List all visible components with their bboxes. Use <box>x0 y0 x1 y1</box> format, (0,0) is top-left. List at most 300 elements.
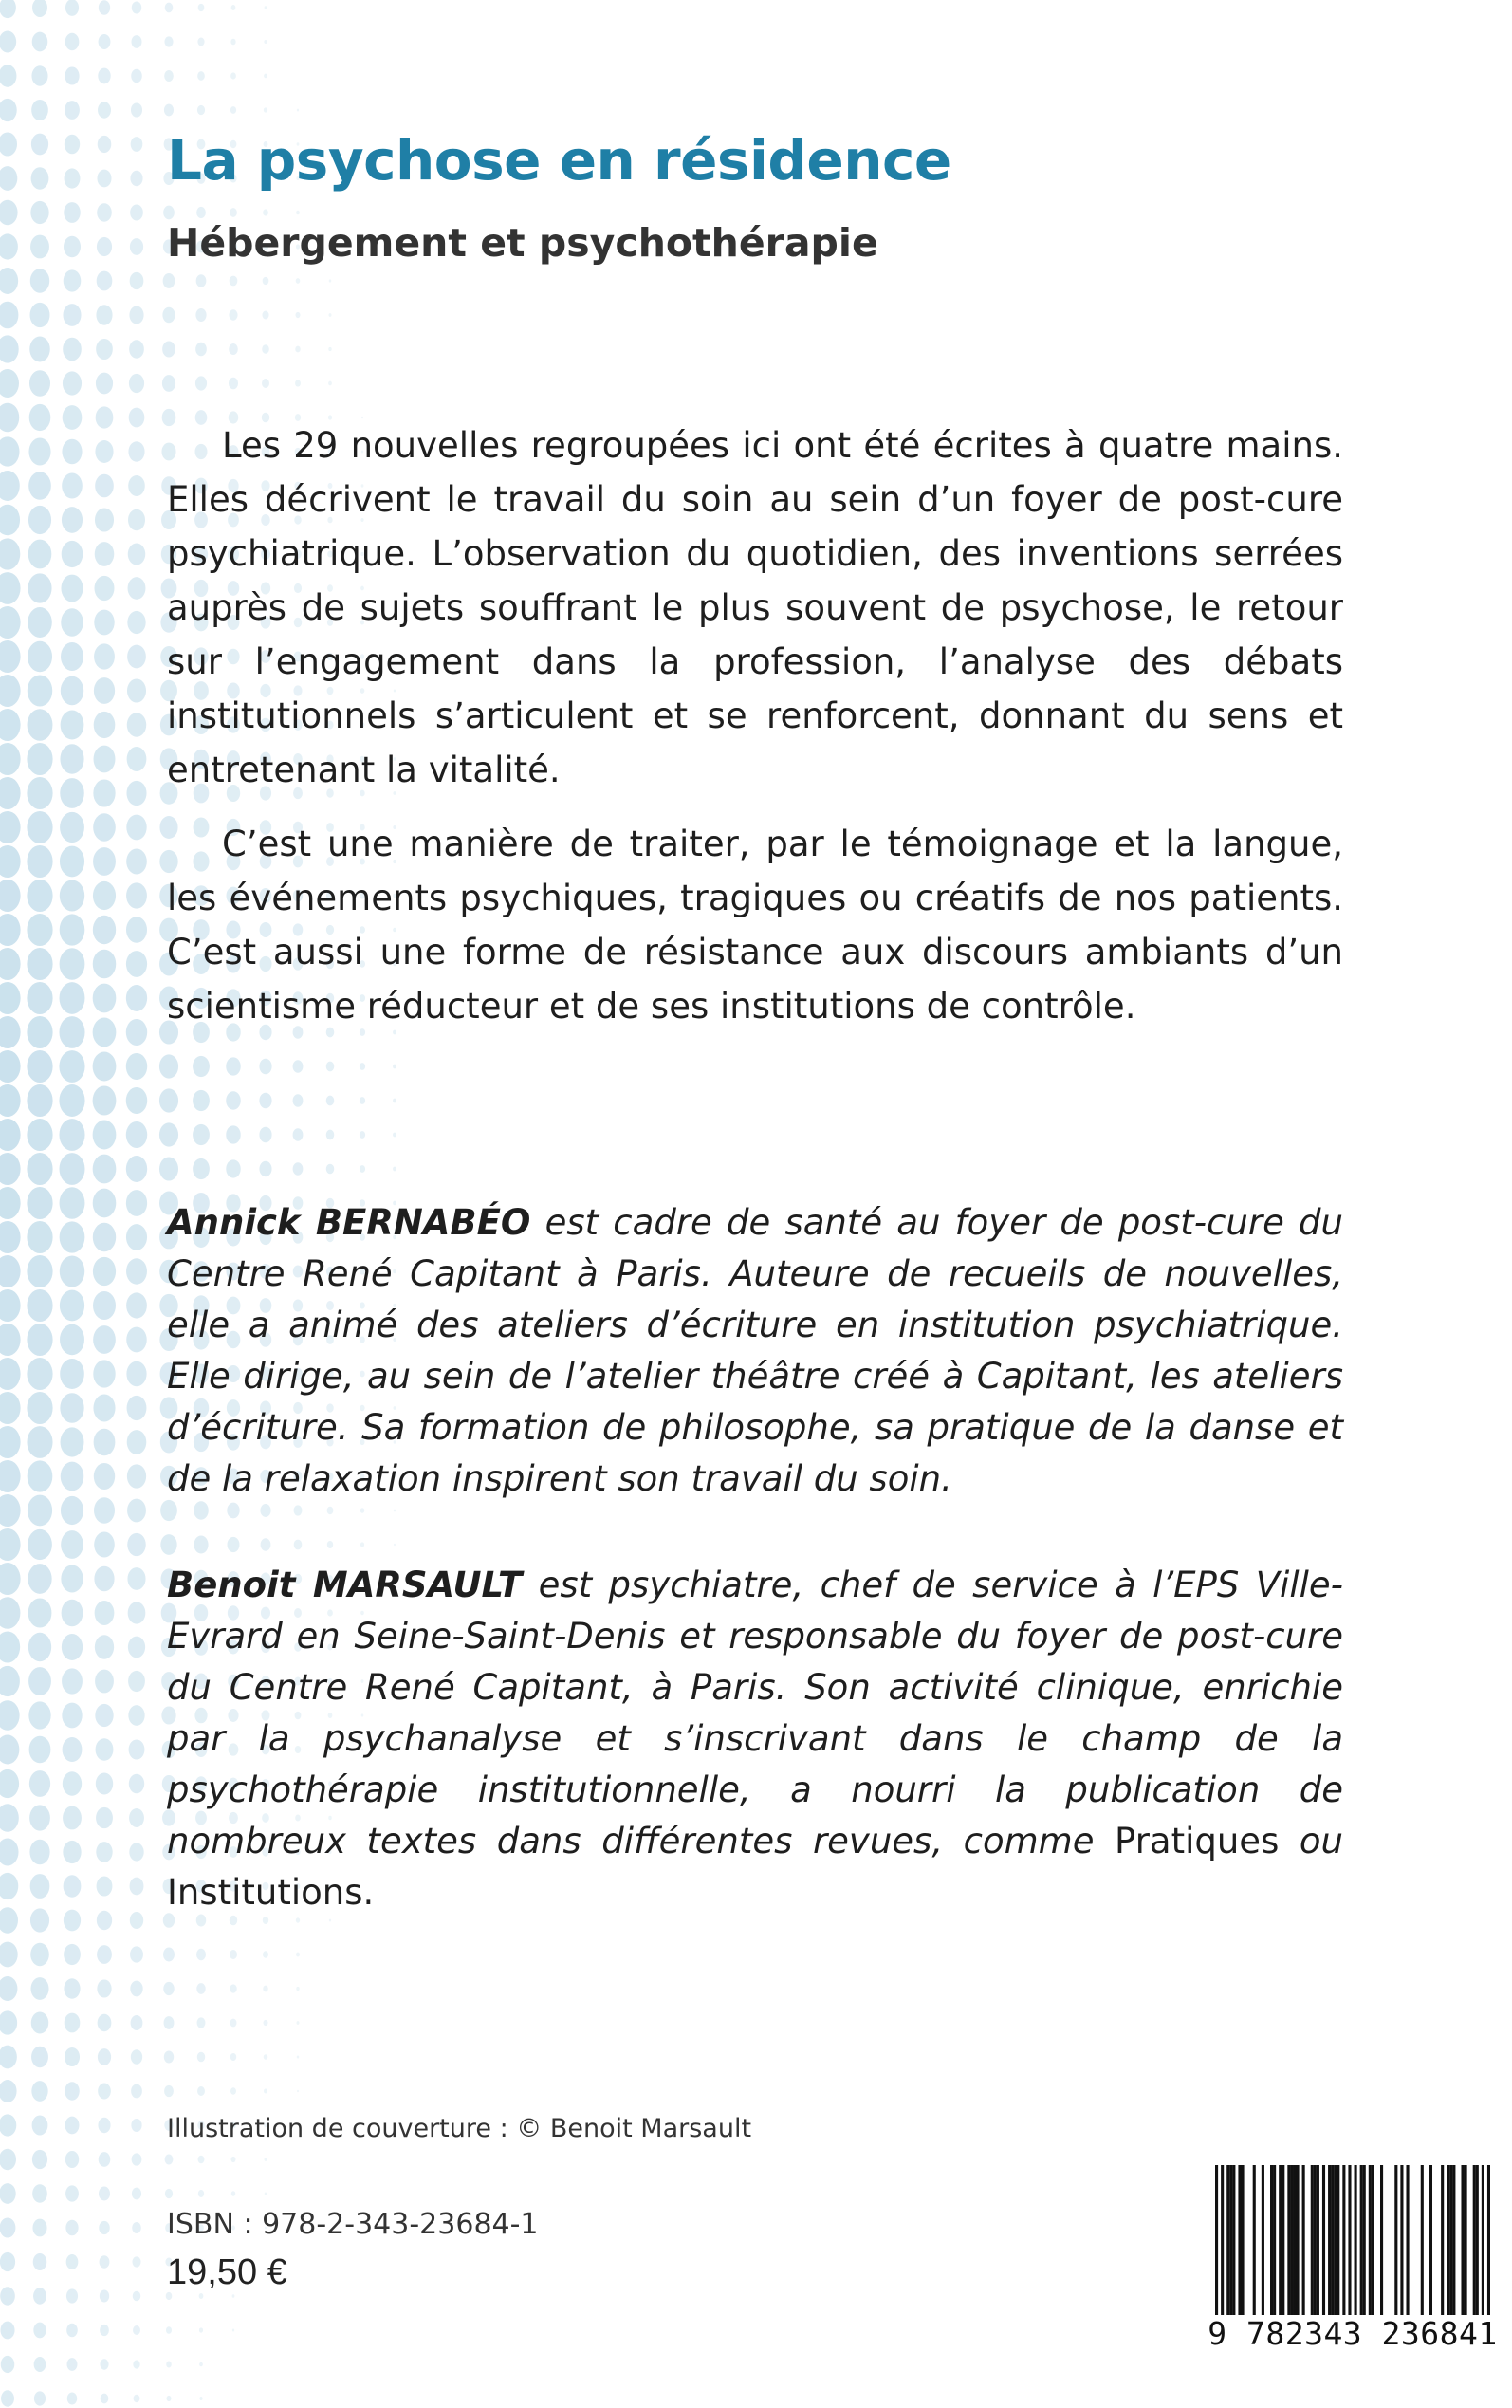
decorative-dot <box>27 1187 52 1219</box>
decorative-dot <box>62 439 82 464</box>
decorative-dot <box>360 1165 365 1173</box>
decorative-dot <box>0 1324 21 1356</box>
decorative-dot <box>96 339 113 360</box>
decorative-dot <box>27 948 52 980</box>
decorative-dot <box>127 1533 145 1556</box>
decorative-dot <box>262 311 268 320</box>
decorative-dot <box>167 2396 172 2401</box>
barcode-bar <box>1229 2165 1232 2315</box>
decorative-dot <box>264 2020 268 2026</box>
author-bio-1 <box>167 1197 1343 1505</box>
decorative-dot <box>100 2255 110 2269</box>
decorative-dot <box>329 1919 331 1922</box>
decorative-dot <box>232 2294 235 2298</box>
decorative-dot <box>0 1153 21 1185</box>
decorative-dot <box>129 306 143 324</box>
decorative-dot <box>126 815 146 841</box>
decorative-dot <box>100 2290 109 2303</box>
decorative-dot <box>29 1770 50 1797</box>
decorative-dot <box>126 1053 147 1080</box>
decorative-dot <box>97 1911 112 1930</box>
barcode-digits: 9 782343 236841 <box>1208 2315 1498 2352</box>
decorative-dot <box>101 2394 109 2404</box>
decorative-dot <box>232 2329 234 2332</box>
decorative-dot <box>133 2360 139 2368</box>
decorative-dot <box>93 950 116 979</box>
decorative-dot <box>0 1221 21 1253</box>
decorative-dot <box>30 1977 48 2000</box>
decorative-dot <box>132 2222 141 2233</box>
decorative-dot <box>95 1670 114 1694</box>
decorative-dot <box>96 1738 114 1761</box>
decorative-dot <box>259 1161 271 1176</box>
decorative-dot <box>99 34 111 49</box>
decorative-dot <box>64 1978 80 1998</box>
decorative-dot <box>159 1157 178 1180</box>
author-bio-2 <box>167 1560 1343 1918</box>
barcode-bar <box>1394 2165 1397 2315</box>
decorative-dot <box>33 2288 46 2304</box>
decorative-dot <box>29 404 51 431</box>
decorative-dot <box>165 3 174 13</box>
decorative-dot <box>27 1050 52 1083</box>
decorative-dot <box>199 2362 203 2367</box>
decorative-dot <box>130 1946 143 1962</box>
decorative-dot <box>195 376 207 390</box>
decorative-dot <box>193 1158 210 1179</box>
decorative-dot <box>0 2046 17 2069</box>
decorative-dot <box>163 1948 175 1962</box>
decorative-dot <box>163 206 175 220</box>
decorative-dot <box>0 436 20 466</box>
decorative-dot <box>126 985 147 1011</box>
summary-paragraph-2: C’est une manière de traiter, par le témoignage et la langue, les événements psychiques, tragiques ou créatifs de nos patients. C’est aussi une forme de résistance aux discours ambiants d’un scientisme réducteur et de ses institutions de contrôle. <box>167 824 1343 1027</box>
decorative-dot <box>0 1084 21 1117</box>
decorative-dot <box>98 2048 111 2065</box>
decorative-dot <box>262 344 269 353</box>
decorative-dot <box>0 1735 19 1765</box>
decorative-dot <box>27 982 52 1014</box>
decorative-dot <box>93 779 115 806</box>
decorative-dot <box>0 777 21 809</box>
barcode-bar <box>1342 2165 1345 2315</box>
decorative-dot <box>61 575 83 602</box>
decorative-dot <box>0 1632 20 1663</box>
conjunction-text: ou <box>1299 1821 1343 1862</box>
decorative-dot <box>132 35 142 48</box>
decorative-dot <box>97 271 113 291</box>
decorative-dot <box>93 1325 116 1354</box>
decorative-dot <box>60 1221 85 1252</box>
barcode-bar <box>1282 2165 1284 2315</box>
decorative-dot <box>230 72 236 79</box>
decorative-dot <box>259 1093 271 1108</box>
decorative-dot <box>27 914 52 946</box>
author-name-1: Annick BERNABÉO <box>167 1202 531 1243</box>
decorative-dot <box>0 1289 21 1322</box>
decorative-dot <box>32 2184 47 2203</box>
decorative-dot <box>94 746 116 773</box>
decorative-dot <box>0 2217 15 2237</box>
decorative-dot <box>65 135 80 154</box>
decorative-dot <box>195 308 206 322</box>
decorative-dot <box>197 2086 205 2096</box>
decorative-dot <box>60 880 84 912</box>
decorative-dot <box>1 2390 14 2406</box>
decorative-dot <box>133 2291 140 2302</box>
decorative-dot <box>27 1392 52 1424</box>
decorative-dot <box>96 1807 113 1828</box>
decorative-dot <box>28 607 52 638</box>
decorative-dot <box>229 309 237 320</box>
decorative-dot <box>59 1016 84 1048</box>
decorative-dot <box>64 1910 81 1932</box>
decorative-dot <box>97 1945 112 1964</box>
decorative-dot <box>295 346 300 353</box>
decorative-dot <box>28 540 52 569</box>
decorative-dot <box>263 1986 267 1992</box>
decorative-dot <box>93 1395 115 1422</box>
decorative-dot <box>96 1842 112 1862</box>
decorative-dot <box>28 1495 52 1527</box>
decorative-dot <box>0 369 19 398</box>
decorative-dot <box>32 2219 46 2237</box>
journal-title-1: Pratiques <box>1115 1821 1280 1862</box>
decorative-dot <box>264 74 267 79</box>
book-title: La psychose en résidence <box>167 128 951 193</box>
decorative-dot <box>164 70 174 82</box>
bio-end-punctuation: . <box>362 1872 375 1913</box>
price-text: 19,50 € <box>167 2252 287 2292</box>
decorative-dot <box>127 713 146 737</box>
decorative-dot <box>128 1705 144 1726</box>
decorative-dot <box>28 1460 53 1491</box>
decorative-dot <box>61 1496 83 1525</box>
decorative-dot <box>27 1153 52 1185</box>
decorative-dot <box>63 1841 81 1863</box>
decorative-dot <box>97 1979 111 1997</box>
decorative-dot <box>93 1291 116 1320</box>
decorative-dot <box>64 269 82 291</box>
decorative-dot <box>0 200 18 225</box>
summary-paragraph-1: Les 29 nouvelles regroupées ici ont été écrites à quatre mains. Elles décrivent le travail du soin au sein d’un foyer de post-cure psychiatrique. L’observation du quotidien, des inventions serrées auprès de sujets souffrant le plus souvent de psychose, le retour sur l’engagement dans la profession, l’analyse des débats institutionnels s’articulent et se renforcent, donnant du sens et entretenant la vitalité. <box>167 425 1343 790</box>
decorative-dot <box>196 207 206 218</box>
decorative-dot <box>129 340 144 359</box>
decorative-dot <box>326 1130 335 1140</box>
decorative-dot <box>98 68 110 84</box>
decorative-dot <box>129 408 145 428</box>
decorative-dot <box>126 1224 147 1250</box>
decorative-dot <box>126 882 147 908</box>
barcode-bar <box>1441 2165 1444 2315</box>
decorative-dot <box>129 1739 145 1759</box>
decorative-dot <box>326 1164 334 1175</box>
decorative-dot <box>27 1324 52 1356</box>
decorative-dot <box>327 1541 333 1548</box>
decorative-dot <box>61 1427 84 1456</box>
decorative-dot <box>230 2053 236 2061</box>
decorative-dot <box>195 343 207 357</box>
decorative-dot <box>126 1327 146 1353</box>
decorative-dot <box>29 1805 50 1830</box>
decorative-dot <box>227 1537 239 1552</box>
decorative-dot <box>128 1671 145 1692</box>
barcode-bar <box>1273 2165 1276 2315</box>
decorative-dot <box>297 2021 300 2025</box>
decorative-dot <box>27 1016 52 1048</box>
decorative-dot <box>64 1944 81 1965</box>
decorative-dot <box>132 2153 142 2165</box>
barcode-bar <box>1473 2165 1476 2315</box>
barcode-bar <box>1311 2165 1314 2315</box>
decorative-dot <box>94 1531 115 1557</box>
decorative-dot <box>293 1128 304 1141</box>
decorative-dot <box>126 1292 147 1318</box>
decorative-dot <box>0 538 20 569</box>
decorative-dot <box>0 166 17 191</box>
decorative-dot <box>27 1426 52 1458</box>
decorative-dot <box>93 1121 117 1150</box>
barcode-bar <box>1232 2165 1235 2315</box>
decorative-dot <box>61 1462 84 1491</box>
decorative-dot <box>65 168 81 188</box>
decorative-dot <box>31 134 48 156</box>
decorative-dot <box>126 1190 147 1216</box>
decorative-dot <box>99 2186 110 2200</box>
decorative-dot <box>99 0 110 14</box>
decorative-dot <box>0 1426 21 1458</box>
decorative-dot <box>196 1949 206 1960</box>
decorative-dot <box>198 2190 204 2197</box>
decorative-dot <box>63 338 82 361</box>
decorative-dot <box>62 507 83 533</box>
decorative-dot <box>65 2047 80 2066</box>
decorative-dot <box>296 1987 299 1991</box>
decorative-dot <box>160 1534 176 1555</box>
decorative-dot <box>0 99 17 121</box>
illustration-credit: Illustration de couverture : © Benoit Marsault <box>167 2114 752 2143</box>
decorative-dot <box>62 1634 83 1660</box>
barcode-bar <box>1421 2165 1424 2315</box>
decorative-dot <box>0 1016 21 1048</box>
decorative-dot <box>93 984 117 1013</box>
decorative-dot <box>28 1598 52 1627</box>
decorative-dot <box>95 1601 115 1625</box>
decorative-dot <box>98 2014 112 2031</box>
decorative-dot <box>264 40 267 44</box>
decorative-dot <box>98 136 112 153</box>
decorative-dot <box>128 1602 146 1623</box>
decorative-dot <box>65 66 79 84</box>
decorative-dot <box>226 1125 240 1143</box>
decorative-dot <box>0 1839 19 1866</box>
decorative-dot <box>229 343 238 355</box>
barcode-bars <box>1215 2165 1490 2315</box>
decorative-dot <box>93 1223 116 1252</box>
barcode-bar <box>1337 2165 1339 2315</box>
barcode-bar <box>1380 2165 1383 2315</box>
decorative-dot <box>196 1983 205 1994</box>
decorative-dot <box>27 1289 52 1322</box>
decorative-dot <box>295 380 301 386</box>
decorative-dot <box>230 1950 237 1959</box>
decorative-dot <box>59 1084 84 1117</box>
decorative-dot <box>0 743 21 775</box>
decorative-dot <box>34 2391 46 2405</box>
decorative-dot <box>66 2288 78 2303</box>
barcode-bar <box>1452 2165 1455 2315</box>
barcode-bar <box>1279 2165 1282 2315</box>
decorative-dot <box>27 880 52 912</box>
decorative-dot <box>30 201 48 224</box>
decorative-dot <box>164 104 174 117</box>
decorative-dot <box>31 2081 47 2102</box>
decorative-dot <box>264 2089 267 2094</box>
decorative-dot <box>132 2256 140 2267</box>
decorative-dot <box>360 1097 365 1104</box>
decorative-dot <box>131 137 143 152</box>
journal-title-2: Institutions <box>167 1872 363 1913</box>
decorative-dot <box>197 105 205 115</box>
decorative-dot <box>93 1052 117 1082</box>
decorative-dot <box>394 1544 396 1546</box>
decorative-dot <box>259 1059 271 1074</box>
decorative-dot <box>65 0 79 16</box>
author-bio-1-text: est cadre de santé au foyer de post-cure du Centre René Capitant à Paris. Auteure de recueils de nouvelles, elle a animé des ateliers d’écriture en institution psychiatrique. Elle dirige, au sein de l’atelier théâtre créé à Capitant, les ateliers d’écriture. Sa formation de philosophe, sa pratique de la danse et de la relaxation inspirent son travail du soin. <box>167 1202 1343 1499</box>
decorative-dot <box>0 606 21 639</box>
decorative-dot <box>199 2327 203 2332</box>
decorative-dot <box>0 1597 20 1629</box>
decorative-dot <box>94 712 116 738</box>
decorative-dot <box>131 2084 142 2099</box>
decorative-dot <box>30 303 50 327</box>
barcode-bar <box>1293 2165 1296 2315</box>
decorative-dot <box>60 1255 84 1287</box>
decorative-dot <box>60 1187 85 1219</box>
decorative-dot <box>60 1153 85 1185</box>
decorative-dot <box>0 302 18 329</box>
decorative-dot <box>329 279 332 282</box>
decorative-dot <box>30 1943 49 1966</box>
decorative-dot <box>28 641 52 673</box>
decorative-dot <box>93 1360 115 1387</box>
decorative-dot <box>360 1542 364 1547</box>
decorative-dot <box>98 2118 110 2133</box>
decorative-dot <box>93 1155 117 1184</box>
barcode-bar <box>1461 2165 1464 2315</box>
barcode-bar <box>1238 2165 1241 2315</box>
decorative-dot <box>326 1062 335 1072</box>
decorative-dot <box>93 881 116 910</box>
decorative-dot <box>63 304 81 326</box>
decorative-dot <box>130 1981 142 1997</box>
decorative-dot <box>31 100 48 120</box>
decorative-dot <box>126 1156 147 1182</box>
barcode-bar <box>1215 2165 1218 2315</box>
decorative-dot <box>0 2183 16 2204</box>
decorative-dot <box>64 236 81 258</box>
decorative-dot <box>197 2017 206 2028</box>
decorative-dot <box>0 948 21 980</box>
barcode-bar <box>1429 2165 1432 2315</box>
decorative-dot <box>166 2292 173 2300</box>
decorative-dot <box>98 102 111 118</box>
decorative-dot <box>131 102 142 117</box>
decorative-dot <box>62 541 83 567</box>
decorative-dot <box>62 472 83 498</box>
decorative-dot <box>263 1951 268 1957</box>
decorative-dot <box>0 1563 21 1595</box>
barcode-bar <box>1482 2165 1484 2315</box>
decorative-dot <box>100 2325 109 2336</box>
decorative-dot <box>127 611 145 634</box>
decorative-dot <box>226 1091 241 1109</box>
decorative-dot <box>197 71 205 81</box>
decorative-dot <box>326 1096 335 1106</box>
decorative-dot <box>0 1358 21 1390</box>
decorative-dot <box>196 274 207 287</box>
decorative-dot <box>265 2158 267 2161</box>
decorative-dot <box>0 2010 17 2034</box>
decorative-dot <box>360 1508 364 1513</box>
decorative-dot <box>127 1567 145 1590</box>
decorative-dot <box>0 65 16 87</box>
decorative-dot <box>99 2152 111 2167</box>
decorative-dot <box>231 5 236 10</box>
decorative-dot <box>197 38 204 46</box>
decorative-dot <box>28 675 52 706</box>
decorative-dot <box>134 2395 140 2403</box>
decorative-dot <box>63 405 83 430</box>
decorative-dot <box>27 777 52 809</box>
decorative-dot <box>127 1499 146 1523</box>
barcode-bar <box>1317 2165 1319 2315</box>
decorative-dot <box>131 2119 141 2132</box>
decorative-dot <box>0 268 18 294</box>
barcode-bar <box>1322 2165 1325 2315</box>
decorative-dot <box>59 1050 84 1083</box>
decorative-dot <box>32 2150 47 2169</box>
decorative-dot <box>162 307 175 324</box>
decorative-dot <box>100 2359 108 2369</box>
decorative-dot <box>230 276 238 287</box>
decorative-dot <box>27 1221 52 1253</box>
decorative-dot <box>0 914 21 946</box>
decorative-dot <box>60 744 83 773</box>
decorative-dot <box>96 406 114 428</box>
barcode-bar <box>1241 2165 1244 2315</box>
barcode-bar <box>1253 2165 1256 2315</box>
barcode-bar <box>1406 2165 1409 2315</box>
decorative-dot <box>27 1358 52 1390</box>
decorative-dot <box>65 2220 78 2236</box>
decorative-dot <box>230 1984 236 1992</box>
decorative-dot <box>61 1530 83 1559</box>
decorative-dot <box>28 438 50 466</box>
decorative-dot <box>263 209 268 215</box>
decorative-dot <box>126 781 146 806</box>
decorative-dot <box>0 31 16 53</box>
decorative-dot <box>127 747 147 771</box>
decorative-dot <box>95 474 114 498</box>
decorative-dot <box>0 233 18 259</box>
decorative-dot <box>97 1876 113 1896</box>
decorative-dot <box>0 845 21 878</box>
decorative-dot <box>126 917 147 943</box>
decorative-dot <box>0 1873 18 1899</box>
decorative-dot <box>0 2114 16 2136</box>
decorative-dot <box>96 305 112 324</box>
